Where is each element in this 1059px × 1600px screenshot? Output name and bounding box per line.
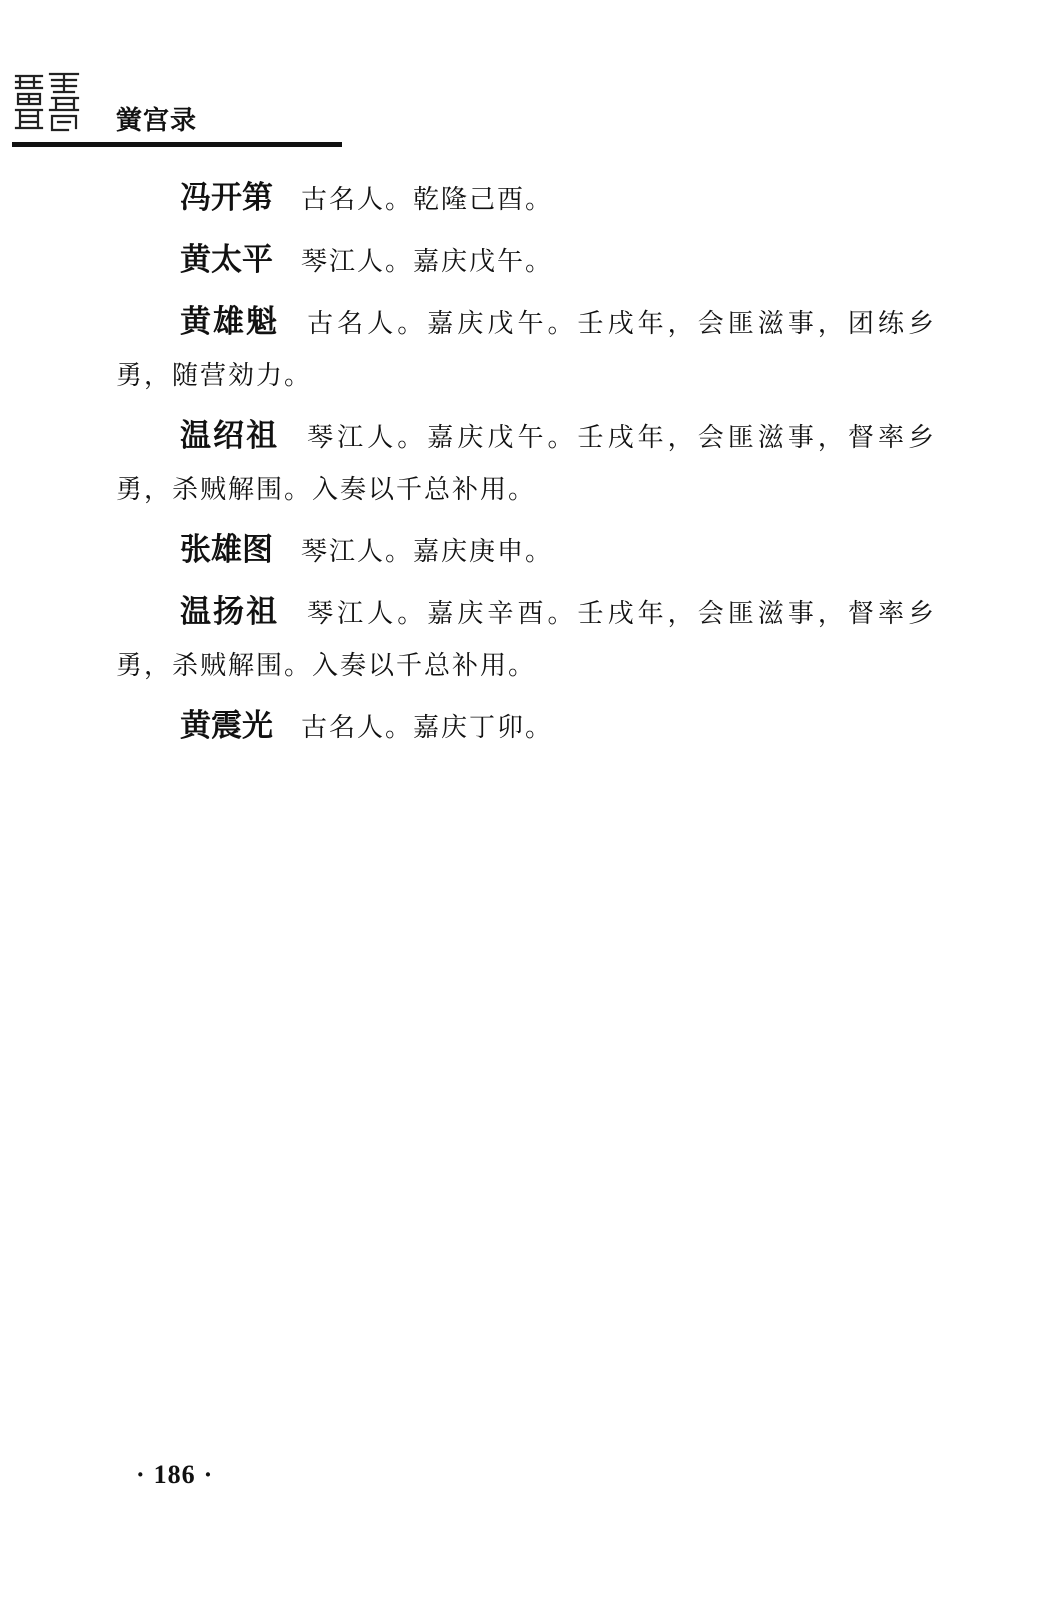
header-rule xyxy=(12,142,342,147)
entry-description: 古名人。嘉庆丁卯。 xyxy=(301,713,554,743)
list-item xyxy=(116,700,936,754)
list-item xyxy=(116,296,936,402)
entry-name: 温扬祖 xyxy=(180,594,280,630)
entry-name: 黄太平 xyxy=(180,242,273,278)
entry-name: 黄雄魁 xyxy=(180,304,280,340)
entry-name: 冯开第 xyxy=(180,180,273,216)
page-header xyxy=(12,62,342,152)
list-item xyxy=(116,410,936,516)
entry-description: 琴江人。嘉庆戊午。 xyxy=(301,247,554,277)
entry-description: 琴江人。嘉庆辛酉。壬戌年，会匪滋事，督率乡勇，杀贼解围。入奏以千总补用。 xyxy=(116,599,936,681)
list-item xyxy=(116,524,936,578)
entry-description: 古名人。嘉庆戊午。壬戌年，会匪滋事，团练乡勇，随营効力。 xyxy=(116,309,936,391)
list-item xyxy=(116,234,936,288)
bullet-dot-icon: · xyxy=(136,1460,146,1489)
entry-description: 琴江人。嘉庆戊午。壬戌年，会匪滋事，督率乡勇，杀贼解围。入奏以千总补用。 xyxy=(116,423,936,505)
running-title: 黉宫录 xyxy=(116,106,198,136)
list-item xyxy=(116,586,936,692)
entry-name: 张雄图 xyxy=(180,532,273,568)
page-number xyxy=(128,1460,221,1490)
bullet-dot-icon: · xyxy=(203,1460,214,1489)
seal-stamp-icon xyxy=(12,70,82,134)
entry-list xyxy=(116,172,936,762)
list-item xyxy=(116,172,936,226)
page-number-value: 186 xyxy=(153,1460,196,1489)
entry-description: 古名人。乾隆己酉。 xyxy=(301,185,554,215)
entry-description: 琴江人。嘉庆庚申。 xyxy=(301,537,554,567)
entry-name: 温绍祖 xyxy=(180,418,280,454)
entry-name: 黄震光 xyxy=(180,708,273,744)
